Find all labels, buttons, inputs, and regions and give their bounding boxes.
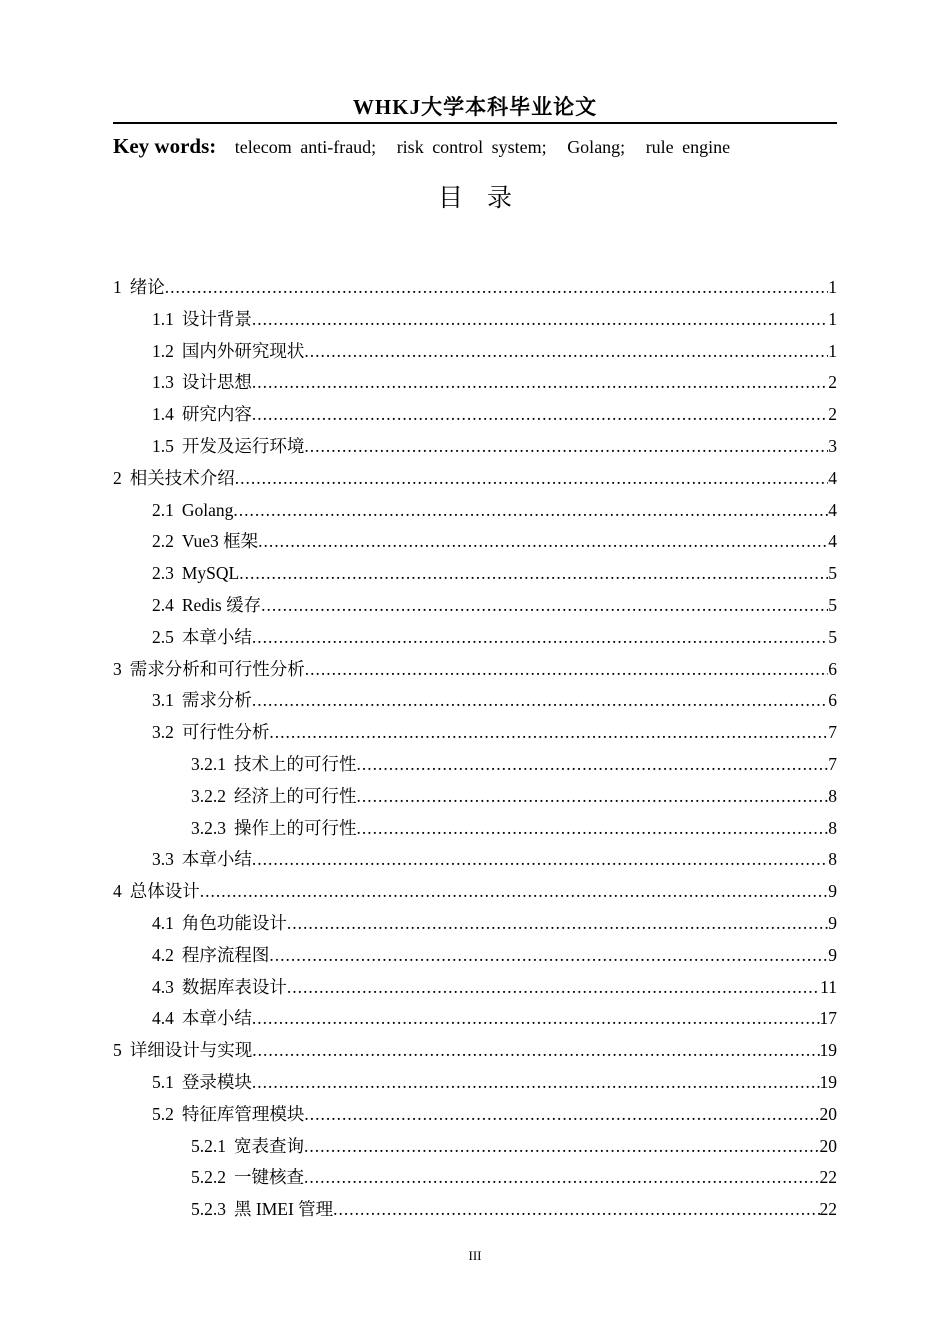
toc-dot-leader (235, 463, 829, 495)
toc-entry[interactable] (113, 685, 837, 717)
toc-entry-number: 2.1 (152, 499, 174, 520)
toc-entry-number: 5.2.3 (191, 1199, 226, 1220)
toc-dot-leader (239, 558, 828, 590)
toc-dot-leader (252, 399, 828, 431)
page-header (113, 92, 837, 124)
toc-entry-line (191, 1162, 837, 1194)
toc-dot-leader (287, 908, 828, 940)
toc-entry-page: 19 (819, 1040, 837, 1061)
toc-entry-title: 研究内容 (181, 404, 252, 425)
toc-entry-title: Vue3 框架 (181, 531, 259, 552)
toc-entry-line (152, 717, 837, 749)
toc-dot-leader (165, 272, 829, 304)
toc-dot-leader (304, 1162, 820, 1194)
toc-dot-leader (305, 654, 829, 686)
toc-entry-number: 3 (113, 658, 122, 679)
toc-entry-title: 设计背景 (181, 308, 252, 329)
toc-entry-page: 20 (819, 1103, 837, 1124)
toc-entry-line (152, 622, 837, 654)
toc-entry-line (152, 558, 837, 590)
toc-entry-line (152, 685, 837, 717)
toc-dot-leader (252, 1003, 820, 1035)
toc-entry[interactable] (113, 463, 837, 495)
toc-entry-number: 2.3 (152, 563, 174, 584)
toc-dot-leader (304, 1099, 819, 1131)
toc-entry-title: 操作上的可行性 (234, 817, 357, 838)
toc-entry[interactable] (113, 1131, 837, 1163)
toc-dot-leader (252, 1035, 819, 1067)
toc-entry-page: 4 (828, 531, 837, 552)
toc-entry-number: 2.4 (152, 594, 174, 615)
toc-entry-number: 1 (113, 277, 122, 297)
toc-entry-title: 经济上的可行性 (234, 785, 357, 806)
toc-entry[interactable] (113, 1162, 837, 1194)
toc-entry-line (152, 972, 837, 1004)
toc-entry-title: 一键核查 (234, 1167, 304, 1188)
toc-dot-leader (258, 526, 828, 558)
toc-entry-line (113, 654, 837, 686)
toc-entry-line (152, 1003, 837, 1035)
toc-entry-title: 国内外研究现状 (181, 340, 305, 361)
toc-entry-number: 3.3 (152, 849, 174, 870)
toc-entry-page: 2 (828, 372, 837, 393)
toc-entry-page: 4 (828, 499, 837, 520)
toc-entry-line (113, 1035, 837, 1067)
toc-entry-number: 1.2 (152, 340, 174, 361)
toc-entry[interactable] (113, 1067, 837, 1099)
toc-entry-number: 5.2.1 (191, 1135, 226, 1156)
toc-entry-number: 1.1 (152, 308, 174, 329)
toc-entry[interactable] (113, 526, 837, 558)
toc-entry[interactable] (113, 876, 837, 908)
toc-dot-leader (269, 717, 828, 749)
toc-entry[interactable] (113, 1194, 837, 1226)
toc-entry-line (113, 272, 837, 304)
toc-entry[interactable] (113, 908, 837, 940)
toc-entry-page: 7 (828, 722, 837, 743)
toc-entry-number: 2.5 (152, 626, 174, 647)
toc-entry-page: 5 (828, 594, 837, 615)
toc-dot-leader (357, 781, 829, 813)
toc-entry[interactable] (113, 622, 837, 654)
toc-entry-title: 本章小结 (181, 626, 252, 647)
toc-entry-page: 11 (820, 976, 837, 997)
toc-entry-number: 4.2 (152, 944, 174, 965)
toc-entry-page: 20 (819, 1135, 837, 1156)
toc-entry-title: Golang (181, 499, 234, 520)
toc-entry-number: 5.2 (152, 1103, 174, 1124)
toc-entry-number: 4.3 (152, 976, 174, 997)
toc-entry-line (191, 1131, 837, 1163)
toc-entry-line (113, 463, 837, 495)
toc-dot-leader (233, 495, 828, 527)
toc-entry[interactable] (113, 972, 837, 1004)
toc-entry-page: 6 (828, 658, 837, 679)
toc-dot-leader (252, 685, 828, 717)
toc-entry-number: 1.5 (152, 435, 174, 456)
toc-entry-page: 8 (828, 849, 837, 870)
keyword-item: rule engine (645, 137, 731, 157)
toc-dot-leader (357, 749, 829, 781)
toc-dot-leader (304, 431, 828, 463)
header-title: WHKJ大学本科毕业论文 (352, 95, 598, 119)
toc-entry-title: 总体设计 (129, 881, 200, 902)
toc-entry-title: 程序流程图 (181, 944, 270, 965)
page-number: III (468, 1248, 482, 1263)
toc-entry-title: 需求分析和可行性分析 (129, 658, 305, 679)
toc-entry-number: 1.4 (152, 404, 174, 425)
toc-entry-title: 本章小结 (181, 1008, 252, 1029)
toc-entry-line (191, 813, 837, 845)
toc-entry-line (152, 844, 837, 876)
toc-dot-leader (269, 940, 828, 972)
toc-entry-page: 1 (828, 308, 837, 329)
toc-entry-line (191, 781, 837, 813)
toc-entry-page: 9 (828, 944, 837, 965)
toc-entry[interactable] (113, 1099, 837, 1131)
toc-entry-number: 2.2 (152, 531, 174, 552)
toc-entry[interactable] (113, 1003, 837, 1035)
toc-entry-page: 6 (828, 690, 837, 711)
toc-dot-leader (252, 1067, 820, 1099)
toc-entry-number: 5.1 (152, 1071, 174, 1092)
toc-entry-title: 可行性分析 (181, 722, 270, 743)
toc-entry-title: 角色功能设计 (181, 912, 287, 933)
keywords-label: Key words: (113, 134, 217, 158)
toc-entry-number: 3.2.2 (191, 785, 226, 806)
keyword-item: Golang; (567, 137, 626, 157)
toc-entry[interactable] (113, 940, 837, 972)
toc-entry-number: 3.2.3 (191, 817, 226, 838)
toc-entry-line (152, 1099, 837, 1131)
keyword-item: telecom anti-fraud; (234, 137, 377, 157)
toc-entry-page: 8 (828, 817, 837, 838)
toc-entry-line (191, 1194, 837, 1226)
toc-dot-leader (333, 1194, 819, 1226)
keyword-item: risk control system; (396, 137, 547, 157)
toc-title: 目录 (437, 183, 536, 212)
toc-entry-line (191, 749, 837, 781)
toc-entry-page: 5 (828, 563, 837, 584)
toc-entry-line (152, 336, 837, 368)
toc-entry-page: 7 (828, 753, 837, 774)
toc-entry-title: 登录模块 (181, 1071, 252, 1092)
toc-entry[interactable] (113, 717, 837, 749)
toc-entry-title: 本章小结 (181, 849, 252, 870)
toc-entry-number: 3.2.1 (191, 753, 226, 774)
toc-entry-title: 开发及运行环境 (181, 435, 305, 456)
toc-entry-page: 2 (828, 404, 837, 425)
toc-entry-line (152, 495, 837, 527)
toc-entry-page: 9 (828, 881, 837, 902)
toc-entry-title: 设计思想 (181, 372, 252, 393)
toc-entry-line (152, 367, 837, 399)
toc-entry-number: 2 (113, 467, 122, 488)
toc-entry[interactable] (113, 590, 837, 622)
table-of-contents (113, 272, 837, 1226)
toc-entry-number: 4.1 (152, 912, 174, 933)
toc-entry-title: Redis 缓存 (181, 594, 262, 615)
toc-dot-leader (200, 876, 829, 908)
toc-entry-line (113, 876, 837, 908)
toc-entry[interactable] (113, 813, 837, 845)
toc-entry-title: 相关技术介绍 (129, 467, 235, 488)
toc-entry-page: 22 (819, 1167, 837, 1188)
toc-entry[interactable] (113, 654, 837, 686)
toc-entry[interactable] (113, 431, 837, 463)
toc-dot-leader (357, 813, 829, 845)
toc-entry-number: 4 (113, 881, 122, 902)
toc-entry-line (152, 526, 837, 558)
toc-entry-number: 4.4 (152, 1008, 174, 1029)
toc-entry-page: 9 (828, 912, 837, 933)
toc-entry-page: 5 (828, 626, 837, 647)
toc-entry[interactable] (113, 558, 837, 590)
toc-entry-number: 3.1 (152, 690, 174, 711)
toc-entry[interactable] (113, 495, 837, 527)
toc-entry[interactable] (113, 304, 837, 336)
toc-entry-title: 绪论 (129, 277, 165, 297)
toc-entry-page: 3 (828, 435, 837, 456)
toc-entry-title: 详细设计与实现 (129, 1040, 253, 1061)
toc-dot-leader (304, 336, 828, 368)
toc-entry-page: 22 (819, 1199, 837, 1220)
toc-dot-leader (252, 622, 828, 654)
toc-entry-number: 5.2.2 (191, 1167, 226, 1188)
toc-entry-number: 3.2 (152, 722, 174, 743)
toc-entry[interactable] (113, 399, 837, 431)
toc-entry-page: 17 (819, 1008, 837, 1029)
toc-entry-page: 8 (828, 785, 837, 806)
toc-entry-title: 需求分析 (181, 690, 252, 711)
toc-entry-title: 宽表查询 (234, 1135, 304, 1156)
toc-entry[interactable] (113, 749, 837, 781)
toc-entry-line (152, 431, 837, 463)
toc-entry[interactable] (113, 1035, 837, 1067)
toc-dot-leader (252, 367, 828, 399)
toc-dot-leader (304, 1131, 820, 1163)
toc-entry-line (152, 399, 837, 431)
toc-entry-number: 1.3 (152, 372, 174, 393)
toc-entry[interactable] (113, 367, 837, 399)
toc-entry-line (152, 590, 837, 622)
toc-dot-leader (261, 590, 828, 622)
toc-entry-number: 5 (113, 1040, 122, 1061)
toc-entry-page: 4 (828, 467, 837, 488)
toc-entry-title: 数据库表设计 (181, 976, 287, 997)
toc-entry-page: 1 (828, 340, 837, 361)
toc-entry[interactable] (113, 336, 837, 368)
toc-entry-title: MySQL (181, 563, 240, 584)
toc-entry-title: 黑 IMEI 管理 (234, 1199, 334, 1220)
toc-dot-leader (252, 844, 828, 876)
toc-dot-leader (252, 304, 828, 336)
toc-entry[interactable] (113, 781, 837, 813)
keywords-line (113, 132, 837, 161)
toc-entry-line (152, 1067, 837, 1099)
toc-entry-line (152, 940, 837, 972)
toc-entry-title: 技术上的可行性 (234, 753, 357, 774)
toc-entry-page: 19 (819, 1071, 837, 1092)
toc-dot-leader (287, 972, 820, 1004)
toc-entry[interactable] (113, 272, 837, 304)
toc-entry-line (152, 304, 837, 336)
toc-entry-line (152, 908, 837, 940)
toc-entry-title: 特征库管理模块 (181, 1103, 305, 1124)
toc-entry[interactable] (113, 844, 837, 876)
toc-entry-page: 1 (828, 277, 837, 297)
